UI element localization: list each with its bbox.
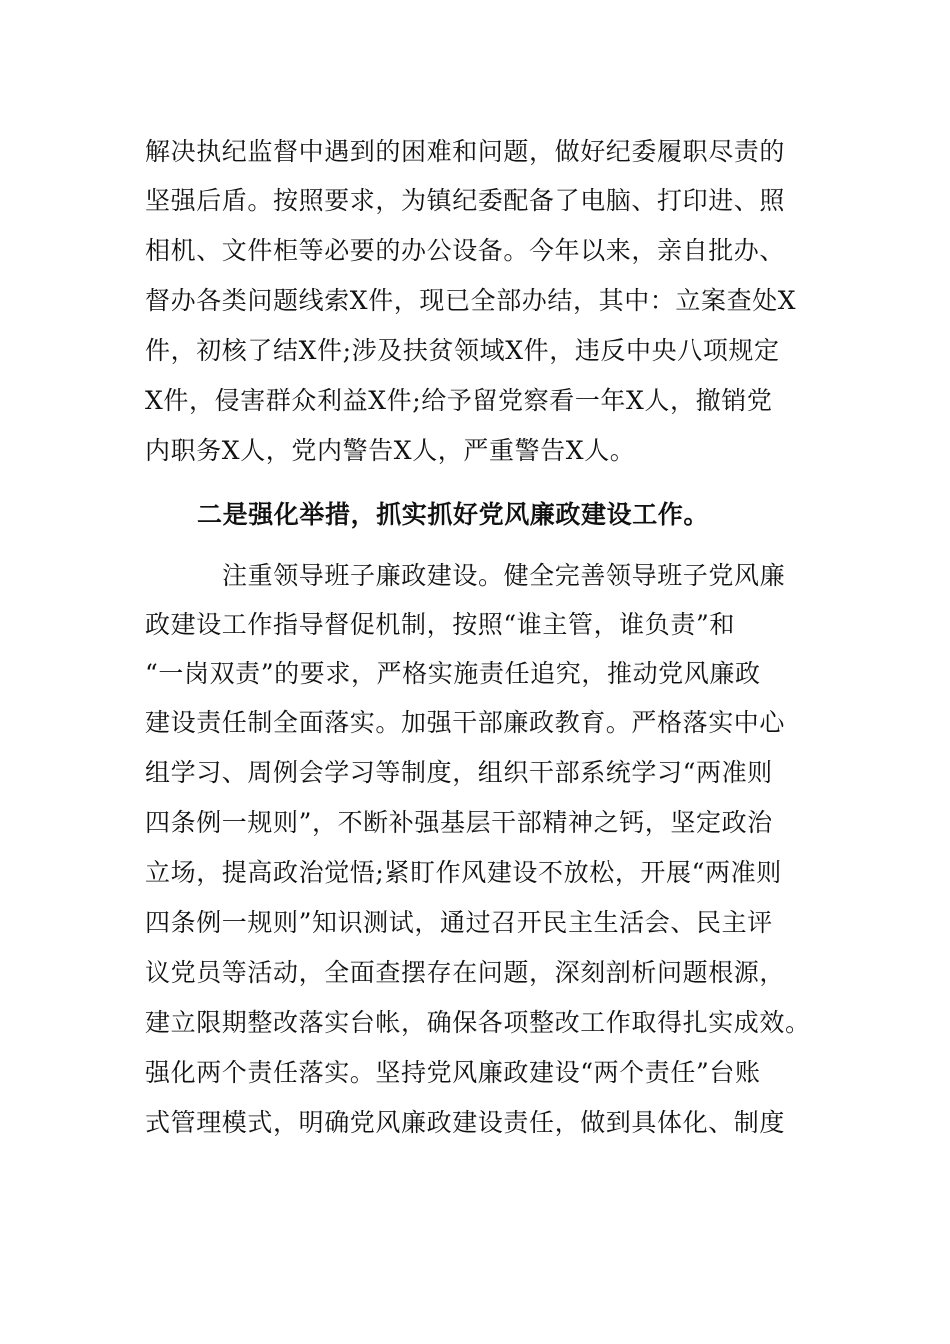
paragraph-line: 政建设工作指导督促机制，按照“谁主管，谁负责”和 [145, 610, 735, 639]
paragraph-line: 议党员等活动，全面查摆存在问题，深刻剖析问题根源， [145, 958, 786, 987]
paragraph-line: X件，侵害群众利益X件;给予留党察看一年X人，撤销党 [145, 386, 773, 415]
paragraph-line: 立场，提高政治觉悟;紧盯作风建设不放松，开展“两准则 [145, 858, 782, 887]
paragraph-line: 相机、文件柜等必要的办公设备。今年以来，亲自批办、 [145, 236, 786, 265]
paragraph-line: 件，初核了结X件;涉及扶贫领域X件，违反中央八项规定 [145, 336, 780, 365]
paragraph-line: 内职务X人，党内警告X人，严重警告X人。 [145, 436, 636, 465]
paragraph-line: 督办各类问题线索X件，现已全部办结，其中：立案查处X [145, 286, 797, 315]
paragraph-line: 注重领导班子廉政建设。健全完善领导班子党风廉 [222, 561, 786, 590]
paragraph-line: 式管理模式，明确党风廉政建设责任，做到具体化、制度 [145, 1108, 786, 1137]
section-heading: 二是强化举措，抓实抓好党风廉政建设工作。 [197, 500, 710, 529]
paragraph-line: 建设责任制全面落实。加强干部廉政教育。严格落实中心 [145, 708, 786, 737]
paragraph-line: “一岗双责”的要求，严格实施责任追究，推动党风廉政 [145, 659, 761, 688]
paragraph-line: 解决执纪监督中遇到的困难和问题，做好纪委履职尽责的 [145, 137, 786, 166]
paragraph-line: 坚强后盾。按照要求，为镇纪委配备了电脑、打印进、照 [145, 186, 786, 215]
paragraph-line: 四条例一规则”知识测试，通过召开民主生活会、民主评 [145, 908, 773, 937]
paragraph-line: 组学习、周例会学习等制度，组织干部系统学习“两准则 [145, 758, 773, 787]
paragraph-line: 建立限期整改落实台帐，确保各项整改工作取得扎实成效。 [145, 1008, 811, 1037]
paragraph-line: 四条例一规则”，不断补强基层干部精神之钙，坚定政治 [145, 808, 773, 837]
paragraph-line: 强化两个责任落实。坚持党风廉政建设“两个责任”台账 [145, 1058, 761, 1087]
